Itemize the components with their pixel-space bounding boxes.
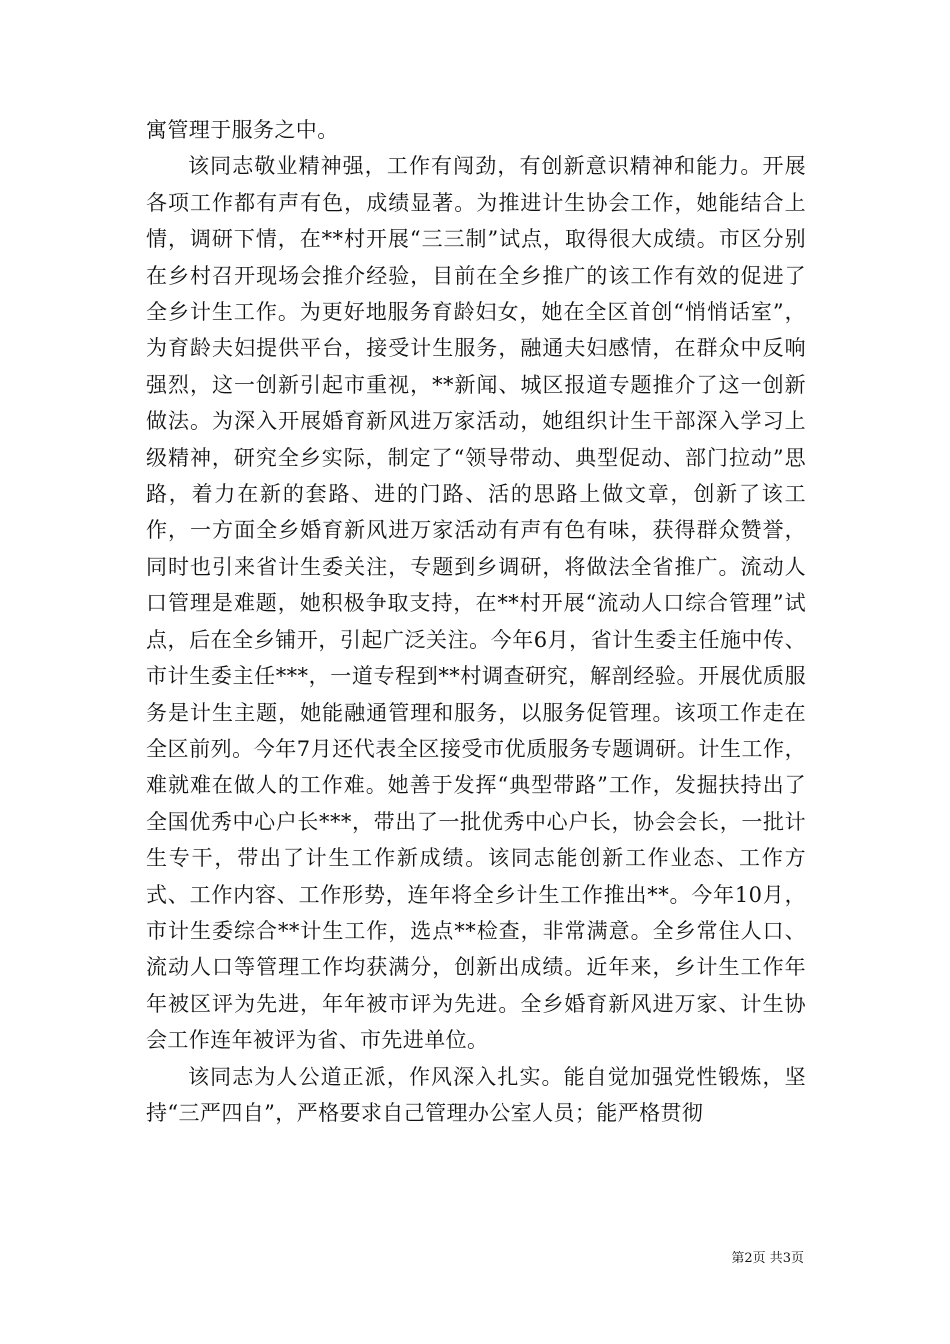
page-number-footer: 第2页 共3页 — [731, 1251, 804, 1266]
paragraph-1: 寓管理于服务之中。 — [146, 118, 339, 142]
document-body — [146, 112, 806, 1131]
paragraph-2: 该同志敬业精神强，工作有闯劲，有创新意识精神和能力。开展各项工作都有声有色，成绩显著。为推进计生协会工作，她能结合上情，调研下情，在**村开展“三三制”试点，取得很大成绩。市区分别在乡村召开现场会推介经验，目前在全乡推广的该工作有效的促进了全乡计生工作。为更好地服务育龄妇女，她在全区首创“悄悄话室”，为育龄夫妇提供平台，接受计生服务，融通夫妇感情，在群众中反响强烈，这一创新引起市重视，**新闻、城区报道专题推介了这一创新做法。为深入开展婚育新风进万家活动，她组织计生干部深入学习上级精神，研究全乡实际，制定了“领导带动、典型促动、部门拉动”思路，着力在新的套路、进的门路、活的思路上做文章，创新了该工作，一方面全乡婚育新风进万家活动有声有色有味，获得群众赞誉，同时也引来省计生委关注，专题到乡调研，将做法全省推广。流动人口管理是难题，她积极争取支持，在**村开展“流动人口综合管理”试点，后在全乡铺开，引起广泛关注。今年6月，省计生委主任施中传、市计生委主任***，一道专程到**村调查研究，解剖经验。开展优质服务是计生主题，她能融通管理和服务，以服务促管理。该项工作走在全区前列。今年7月还代表全区接受市优质服务专题调研。计生工作，难就难在做人的工作难。她善于发挥“典型带路”工作，发掘扶持出了全国优秀中心户长***，带出了一批优秀中心户长，协会会长，一批计生专干，带出了计生工作新成绩。该同志能创新工作业态、工作方式、工作内容、工作形势，连年将全乡计生工作推出**。今年10月，市计生委综合**计生工作，选点**检查，非常满意。全乡常住人口、流动人口等管理工作均获满分，创新出成绩。近年来，乡计生工作年年被区评为先进，年年被市评为先进。全乡婚育新风进万家、计生协会工作连年被评为省、市先进单位。 — [146, 154, 806, 1053]
paragraph-3: 该同志为人公道正派，作风深入扎实。能自觉加强党性锻炼，坚持“三严四自”，严格要求自己管理办公室人员；能严格贯彻 — [146, 1064, 806, 1125]
